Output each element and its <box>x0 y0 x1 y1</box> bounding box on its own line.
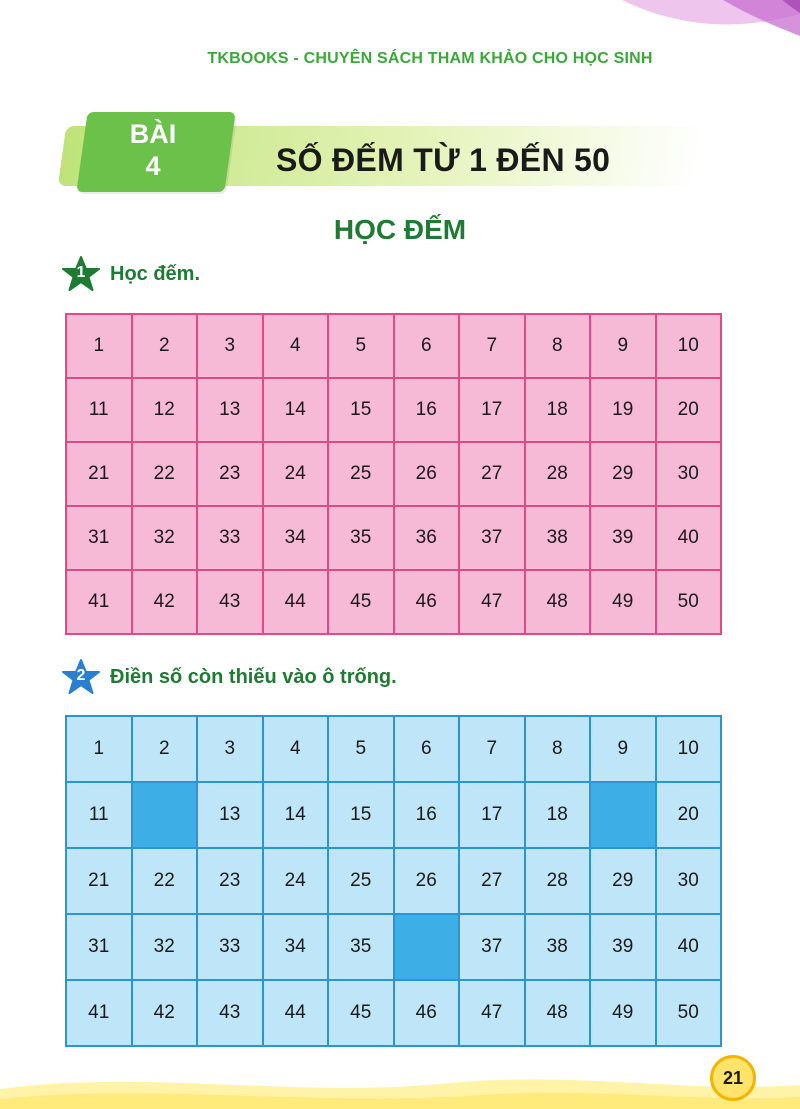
exercise-2-text: Điền số còn thiếu vào ô trống. <box>110 665 397 688</box>
number-cell: 24 <box>263 442 329 506</box>
table-row <box>66 848 721 914</box>
number-cell: 12 <box>132 378 198 442</box>
number-cell: 45 <box>328 570 394 634</box>
number-cell: 14 <box>263 378 329 442</box>
number-cell: 5 <box>328 314 394 378</box>
number-cell: 23 <box>197 848 263 914</box>
number-cell: 24 <box>263 848 329 914</box>
exercise-1-text: Học đếm. <box>110 262 201 285</box>
blank-cell[interactable] <box>132 782 198 848</box>
number-cell: 45 <box>328 980 394 1046</box>
number-cell: 43 <box>197 570 263 634</box>
number-cell: 27 <box>459 442 525 506</box>
number-cell: 4 <box>263 314 329 378</box>
page-number: 21 <box>710 1055 756 1101</box>
number-cell: 3 <box>197 716 263 782</box>
number-cell: 50 <box>656 570 722 634</box>
number-cell: 25 <box>328 848 394 914</box>
number-cell: 33 <box>197 506 263 570</box>
number-cell: 17 <box>459 378 525 442</box>
number-cell: 47 <box>459 570 525 634</box>
lesson-banner <box>62 112 732 192</box>
number-cell: 19 <box>590 378 656 442</box>
number-cell: 42 <box>132 980 198 1046</box>
number-cell: 48 <box>525 570 591 634</box>
footer-wave <box>0 1069 800 1109</box>
number-cell: 33 <box>197 914 263 980</box>
number-cell: 10 <box>656 716 722 782</box>
number-cell: 15 <box>328 782 394 848</box>
number-cell: 18 <box>525 782 591 848</box>
number-cell: 2 <box>132 716 198 782</box>
number-cell: 44 <box>263 980 329 1046</box>
number-cell: 50 <box>656 980 722 1046</box>
counting-table <box>65 313 722 635</box>
number-cell: 38 <box>525 914 591 980</box>
number-cell: 37 <box>459 914 525 980</box>
number-cell: 5 <box>328 716 394 782</box>
number-cell: 22 <box>132 442 198 506</box>
number-cell: 29 <box>590 848 656 914</box>
number-cell: 29 <box>590 442 656 506</box>
number-cell: 49 <box>590 570 656 634</box>
number-cell: 38 <box>525 506 591 570</box>
number-cell: 40 <box>656 506 722 570</box>
number-cell: 22 <box>132 848 198 914</box>
table-row <box>66 506 721 570</box>
number-cell: 7 <box>459 716 525 782</box>
table-row <box>66 980 721 1046</box>
number-cell: 28 <box>525 442 591 506</box>
number-cell: 35 <box>328 506 394 570</box>
number-cell: 21 <box>66 848 132 914</box>
number-cell: 23 <box>197 442 263 506</box>
blank-cell[interactable] <box>590 782 656 848</box>
number-cell: 44 <box>263 570 329 634</box>
exercise-2-number: 2 <box>76 667 86 684</box>
number-cell: 3 <box>197 314 263 378</box>
number-cell: 31 <box>66 506 132 570</box>
number-cell: 9 <box>590 716 656 782</box>
number-cell: 25 <box>328 442 394 506</box>
fill-in-table <box>65 715 722 1047</box>
number-cell: 11 <box>66 378 132 442</box>
star-icon <box>62 659 100 695</box>
number-cell: 6 <box>394 716 460 782</box>
number-cell: 39 <box>590 506 656 570</box>
header-title: TKBOOKS - CHUYÊN SÁCH THAM KHẢO CHO HỌC SINH <box>207 50 653 67</box>
number-cell: 4 <box>263 716 329 782</box>
exercise-1-heading <box>62 257 200 291</box>
table-row <box>66 716 721 782</box>
number-cell: 48 <box>525 980 591 1046</box>
table-row <box>66 442 721 506</box>
number-cell: 16 <box>394 782 460 848</box>
number-cell: 17 <box>459 782 525 848</box>
number-cell: 16 <box>394 378 460 442</box>
number-cell: 39 <box>590 914 656 980</box>
number-cell: 13 <box>197 782 263 848</box>
table-row <box>66 378 721 442</box>
section-title: HỌC ĐẾM <box>333 214 467 245</box>
number-cell: 8 <box>525 716 591 782</box>
number-cell: 26 <box>394 442 460 506</box>
number-cell: 27 <box>459 848 525 914</box>
table-row <box>66 570 721 634</box>
number-cell: 1 <box>66 716 132 782</box>
badge-line-2: 4 <box>145 151 161 181</box>
number-cell: 31 <box>66 914 132 980</box>
number-cell: 46 <box>394 570 460 634</box>
number-cell: 35 <box>328 914 394 980</box>
number-cell: 32 <box>132 914 198 980</box>
number-cell: 41 <box>66 980 132 1046</box>
number-cell: 20 <box>656 782 722 848</box>
number-cell: 37 <box>459 506 525 570</box>
number-cell: 10 <box>656 314 722 378</box>
number-cell: 42 <box>132 570 198 634</box>
star-icon <box>62 256 100 292</box>
number-cell: 32 <box>132 506 198 570</box>
blank-cell[interactable] <box>394 914 460 980</box>
number-cell: 34 <box>263 506 329 570</box>
number-cell: 34 <box>263 914 329 980</box>
number-cell: 40 <box>656 914 722 980</box>
number-cell: 11 <box>66 782 132 848</box>
number-cell: 7 <box>459 314 525 378</box>
table-row <box>66 782 721 848</box>
number-cell: 13 <box>197 378 263 442</box>
number-cell: 18 <box>525 378 591 442</box>
lesson-badge-text <box>88 118 218 182</box>
table-row <box>66 314 721 378</box>
number-cell: 41 <box>66 570 132 634</box>
exercise-1-number: 1 <box>76 264 86 281</box>
number-cell: 15 <box>328 378 394 442</box>
number-cell: 43 <box>197 980 263 1046</box>
number-cell: 21 <box>66 442 132 506</box>
number-cell: 47 <box>459 980 525 1046</box>
number-cell: 28 <box>525 848 591 914</box>
number-cell: 30 <box>656 848 722 914</box>
number-cell: 1 <box>66 314 132 378</box>
number-cell: 30 <box>656 442 722 506</box>
number-cell: 14 <box>263 782 329 848</box>
number-cell: 9 <box>590 314 656 378</box>
badge-line-1: BÀI <box>129 119 177 149</box>
number-cell: 49 <box>590 980 656 1046</box>
lesson-title: SỐ ĐẾM TỪ 1 ĐẾN 50 <box>276 142 611 178</box>
number-cell: 6 <box>394 314 460 378</box>
number-cell: 2 <box>132 314 198 378</box>
number-cell: 20 <box>656 378 722 442</box>
number-cell: 46 <box>394 980 460 1046</box>
exercise-2-heading <box>62 660 397 694</box>
number-cell: 8 <box>525 314 591 378</box>
number-cell: 36 <box>394 506 460 570</box>
number-cell: 26 <box>394 848 460 914</box>
table-row <box>66 914 721 980</box>
